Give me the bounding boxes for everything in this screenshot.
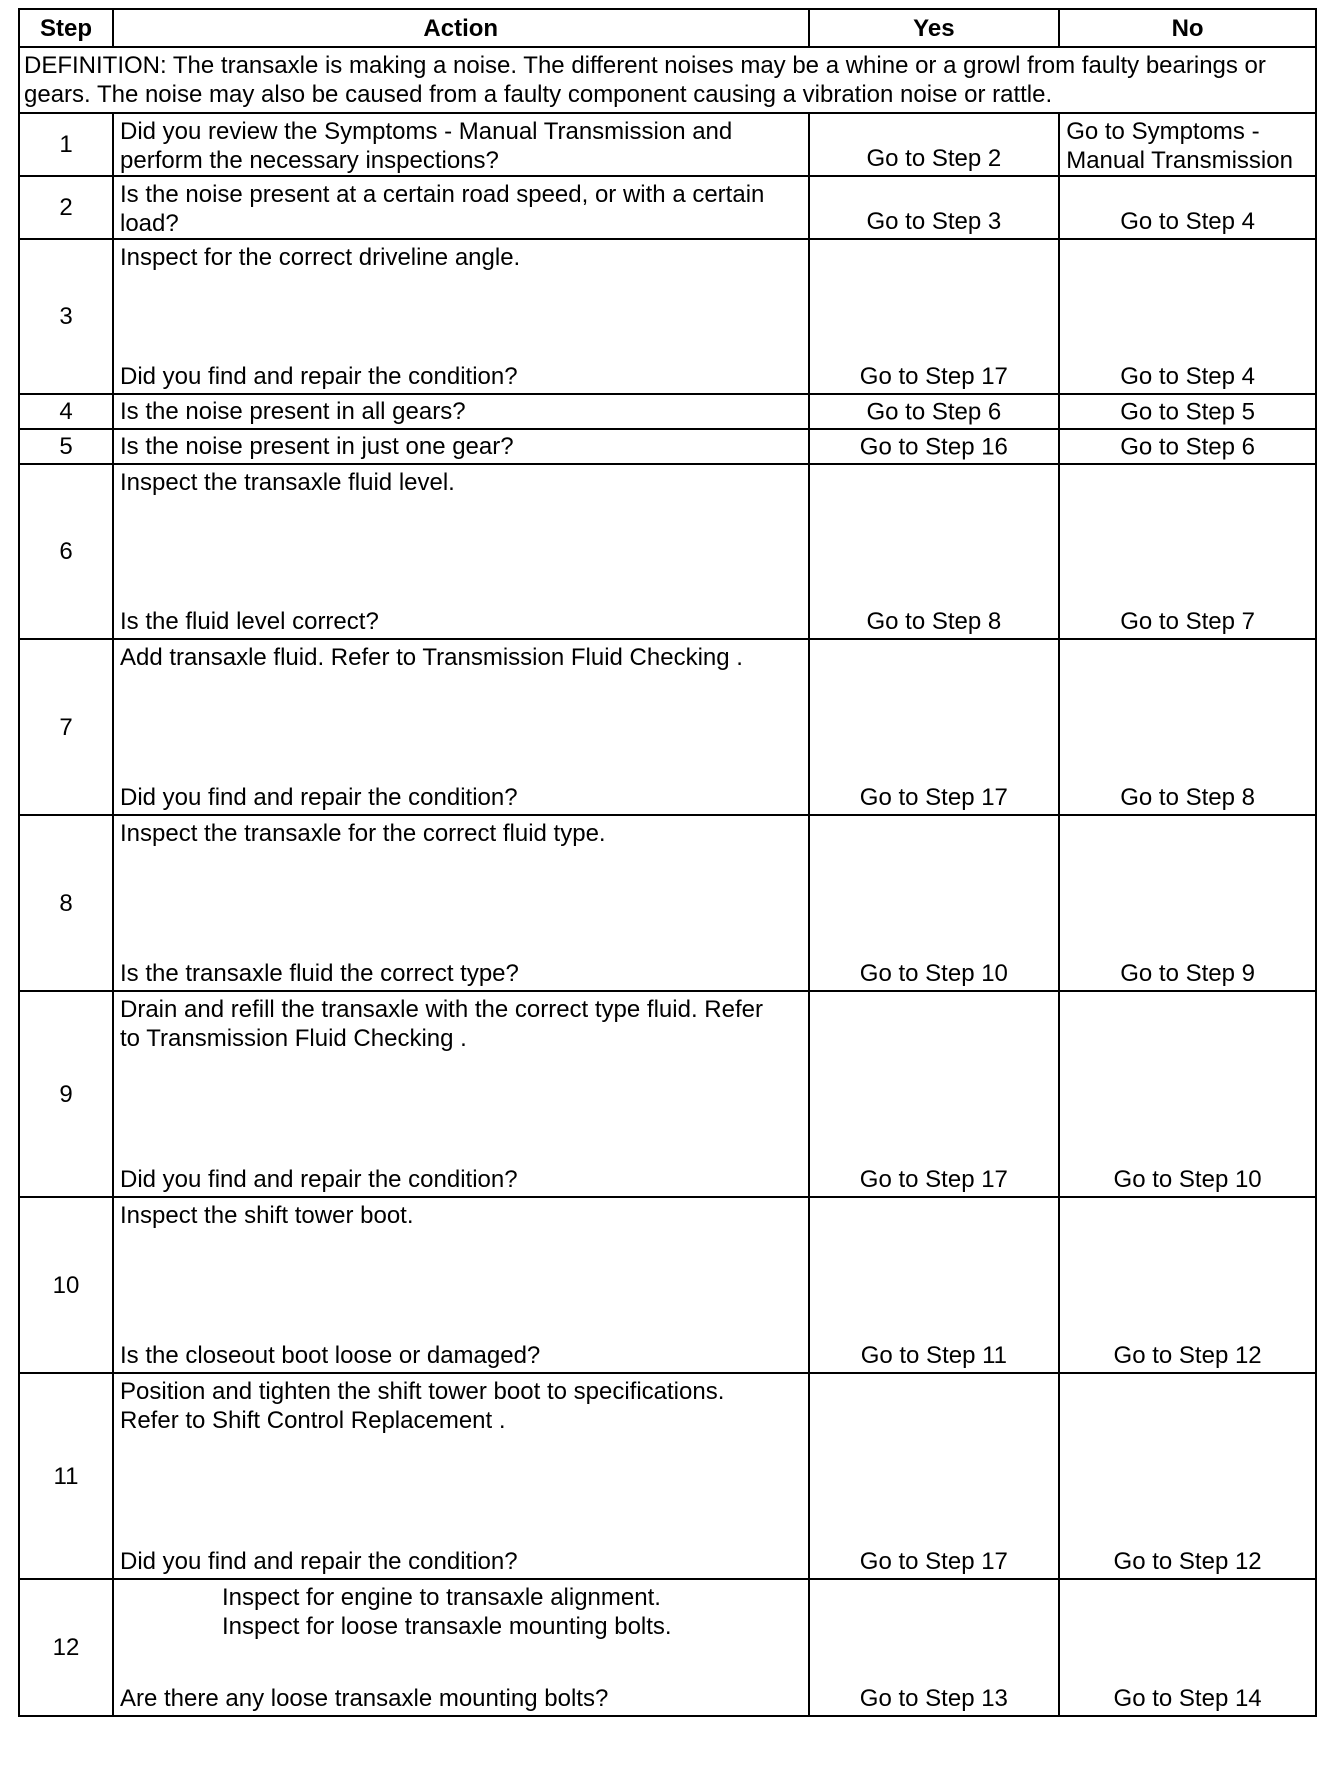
header-action: Action (113, 9, 809, 47)
yes-answer: Go to Step 11 (860, 1342, 1008, 1369)
action-question: Did you find and repair the condition? (120, 1548, 518, 1575)
table-row (19, 1373, 1316, 1579)
yes-cell (809, 1197, 1060, 1373)
action-cell (113, 239, 809, 394)
action-line: to Transmission Fluid Checking . (120, 1025, 467, 1052)
step-number: 1 (19, 113, 113, 176)
action-line: Drain and refill the transaxle with the correct type fluid. Refer (120, 996, 763, 1023)
action-line: Is the noise present in just one gear? (120, 433, 514, 460)
no-cell (1059, 176, 1316, 239)
step-number: 7 (19, 639, 113, 815)
table-row (19, 113, 1316, 176)
yes-cell (809, 464, 1060, 639)
yes-cell (809, 113, 1060, 176)
no-answer: Go to Step 4 (1120, 208, 1255, 235)
definition-row (19, 47, 1316, 113)
action-cell (113, 991, 809, 1197)
table-row (19, 639, 1316, 815)
yes-cell (809, 815, 1060, 991)
yes-cell (809, 639, 1060, 815)
definition-text: DEFINITION: The transaxle is making a noise. The different noises may be a whine or a growl from faulty bearings or gears. The noise may also be caused from a faulty component causing a vibration noise or rattle. (19, 47, 1316, 113)
no-cell (1059, 1373, 1316, 1579)
table-row (19, 176, 1316, 239)
table-row (19, 1197, 1316, 1373)
table-row (19, 464, 1316, 639)
step-number: 5 (19, 429, 113, 464)
yes-answer: Go to Step 17 (859, 1166, 1008, 1193)
yes-answer: Go to Step 16 (859, 433, 1008, 460)
no-cell (1059, 639, 1316, 815)
yes-answer: Go to Step 3 (866, 208, 1002, 235)
action-question: Is the transaxle fluid the correct type? (120, 960, 519, 987)
no-answer: Go to Step 6 (1120, 433, 1255, 460)
yes-cell (809, 394, 1060, 429)
action-cell (113, 1197, 809, 1373)
action-line: Add transaxle fluid. Refer to Transmission Fluid Checking . (120, 644, 743, 671)
yes-cell (809, 1579, 1060, 1716)
action-line: Inspect the transaxle fluid level. (120, 469, 455, 496)
action-line: Inspect the shift tower boot. (120, 1202, 414, 1229)
step-number: 3 (19, 239, 113, 394)
action-question: Did you find and repair the condition? (120, 784, 518, 811)
no-answer: Go to Step 9 (1120, 960, 1255, 987)
yes-cell (809, 991, 1060, 1197)
no-cell (1059, 394, 1316, 429)
action-line: Inspect the transaxle for the correct fluid type. (120, 820, 606, 847)
header-no: No (1059, 9, 1316, 47)
table-row (19, 815, 1316, 991)
action-cell (113, 1579, 809, 1716)
no-answer: Go to Step 12 (1113, 1548, 1262, 1575)
no-cell (1059, 239, 1316, 394)
step-number: 8 (19, 815, 113, 991)
no-cell (1059, 113, 1316, 176)
action-line: Did you review the Symptoms - Manual Transmission and (120, 118, 733, 145)
yes-cell (809, 1373, 1060, 1579)
table-row (19, 429, 1316, 464)
yes-cell (809, 239, 1060, 394)
action-question: Did you find and repair the condition? (120, 1166, 518, 1193)
no-cell (1059, 991, 1316, 1197)
action-cell (113, 113, 809, 176)
no-answer: Go to Step 4 (1120, 363, 1255, 390)
table-row (19, 1579, 1316, 1716)
action-cell (113, 639, 809, 815)
yes-answer: Go to Step 17 (859, 1548, 1008, 1575)
no-answer: Go to Step 5 (1120, 398, 1255, 425)
action-line: Position and tighten the shift tower boot to specifications. (120, 1378, 725, 1405)
action-cell (113, 815, 809, 991)
yes-answer: Go to Step 17 (859, 363, 1008, 390)
header-yes: Yes (809, 9, 1060, 47)
action-cell (113, 464, 809, 639)
step-number: 4 (19, 394, 113, 429)
step-number: 10 (19, 1197, 113, 1373)
action-question: Are there any loose transaxle mounting bolts? (120, 1685, 609, 1712)
yes-answer: Go to Step 10 (859, 960, 1008, 987)
step-number: 12 (19, 1579, 113, 1716)
step-number: 2 (19, 176, 113, 239)
header-row (19, 9, 1316, 47)
action-cell (113, 176, 809, 239)
action-cell (113, 1373, 809, 1579)
yes-answer: Go to Step 8 (866, 608, 1002, 635)
diagnostic-table (18, 8, 1317, 1717)
yes-cell (809, 429, 1060, 464)
yes-answer: Go to Step 13 (859, 1685, 1008, 1712)
table-row (19, 991, 1316, 1197)
step-number: 11 (19, 1373, 113, 1579)
yes-answer: Go to Step 6 (866, 398, 1002, 425)
action-question: Did you find and repair the condition? (120, 363, 518, 390)
step-number: 9 (19, 991, 113, 1197)
table-row (19, 239, 1316, 394)
action-line: Inspect for engine to transaxle alignment. (222, 1584, 661, 1611)
header-step: Step (19, 9, 113, 47)
yes-answer: Go to Step 17 (859, 784, 1008, 811)
step-number: 6 (19, 464, 113, 639)
action-line: Is the noise present at a certain road speed, or with a certain (120, 181, 765, 208)
no-answer: Go to Step 8 (1120, 784, 1255, 811)
no-cell (1059, 429, 1316, 464)
yes-answer: Go to Step 2 (866, 145, 1002, 172)
yes-cell (809, 176, 1060, 239)
action-cell (113, 429, 809, 464)
action-line: Inspect for the correct driveline angle. (120, 244, 521, 271)
action-line: Inspect for loose transaxle mounting bolts. (222, 1613, 672, 1640)
action-cell (113, 394, 809, 429)
action-line: Refer to Shift Control Replacement . (120, 1407, 506, 1434)
no-answer: Go to Step 7 (1120, 608, 1255, 635)
action-line: load? (120, 210, 179, 237)
no-cell (1059, 1579, 1316, 1716)
no-answer: Go to Step 12 (1113, 1342, 1262, 1369)
no-answer: Go to Step 14 (1113, 1685, 1262, 1712)
no-cell (1059, 815, 1316, 991)
no-answer: Go to Step 10 (1113, 1166, 1262, 1193)
action-line: perform the necessary inspections? (120, 147, 499, 174)
action-question: Is the closeout boot loose or damaged? (120, 1342, 541, 1369)
no-answer: Go to Symptoms - Manual Transmission (1066, 118, 1293, 174)
action-question: Is the fluid level correct? (120, 608, 379, 635)
table-row (19, 394, 1316, 429)
no-cell (1059, 1197, 1316, 1373)
no-cell (1059, 464, 1316, 639)
action-line: Is the noise present in all gears? (120, 398, 466, 425)
